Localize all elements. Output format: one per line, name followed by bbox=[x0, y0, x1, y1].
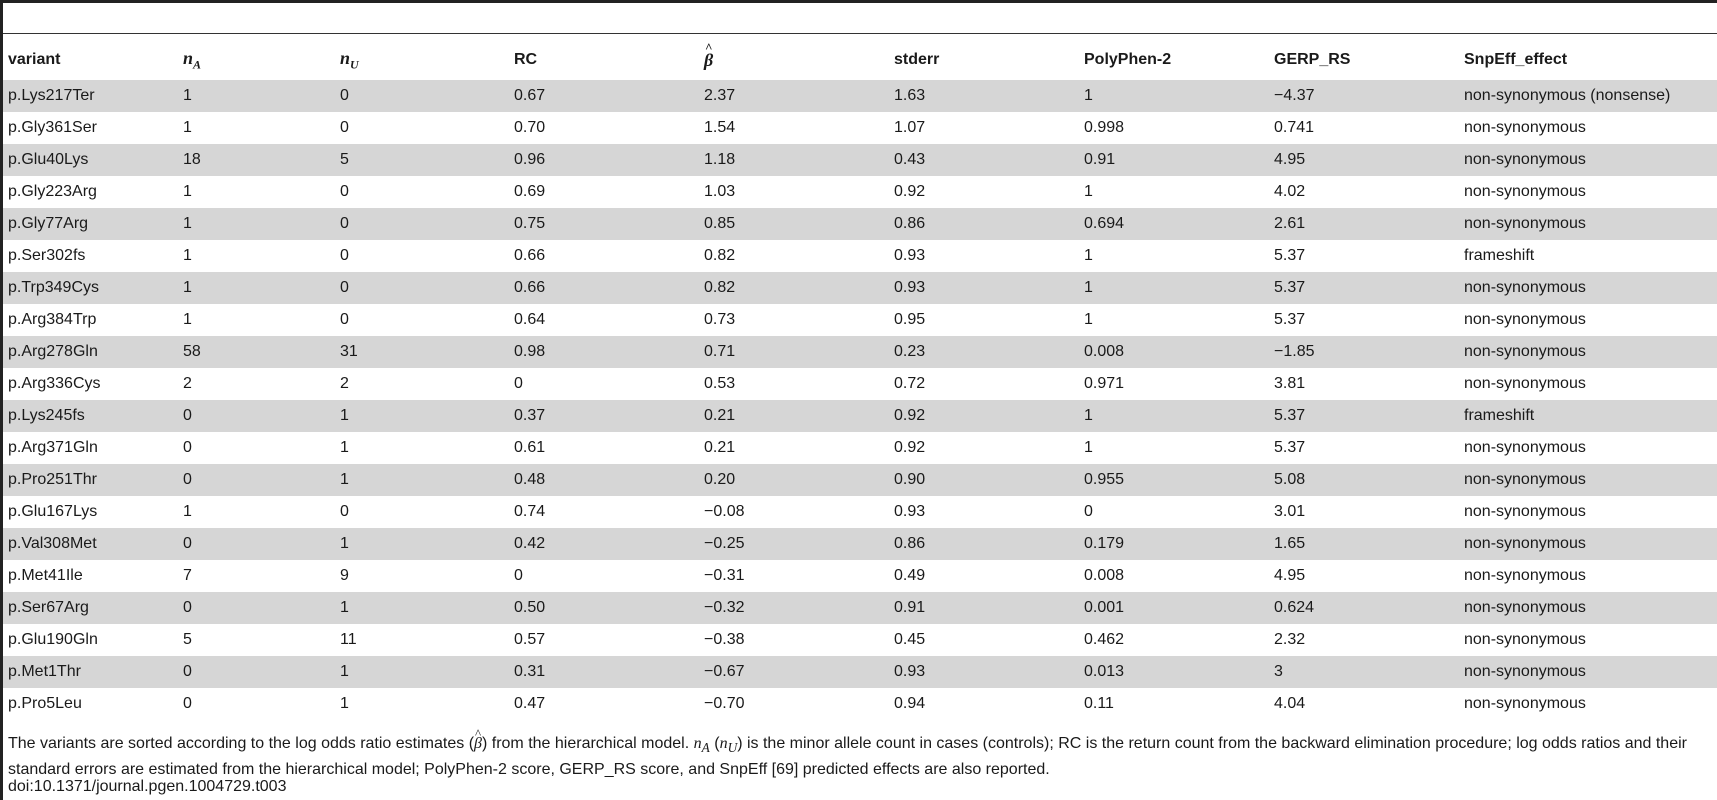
cell-n-u: 1 bbox=[335, 528, 509, 560]
cell-variant: p.Pro251Thr bbox=[3, 464, 178, 496]
cell-polyphen: 0.462 bbox=[1079, 624, 1269, 656]
cell-variant: p.Arg371Gln bbox=[3, 432, 178, 464]
cell-stderr: 0.86 bbox=[889, 208, 1079, 240]
cell-n-a: 1 bbox=[178, 80, 335, 112]
cell-gerp: 4.95 bbox=[1269, 560, 1459, 592]
cell-gerp: 4.95 bbox=[1269, 144, 1459, 176]
cell-rc: 0.42 bbox=[509, 528, 699, 560]
table-row bbox=[3, 80, 1717, 112]
cell-rc: 0.61 bbox=[509, 432, 699, 464]
cell-polyphen: 0.971 bbox=[1079, 368, 1269, 400]
cell-n-u: 0 bbox=[335, 80, 509, 112]
table-row bbox=[3, 144, 1717, 176]
cell-stderr: 0.93 bbox=[889, 656, 1079, 688]
cell-snpeff: non-synonymous bbox=[1459, 464, 1717, 496]
cell-gerp: 2.61 bbox=[1269, 208, 1459, 240]
cell-polyphen: 0.013 bbox=[1079, 656, 1269, 688]
cell-n-a: 2 bbox=[178, 368, 335, 400]
cell-beta-hat: 2.37 bbox=[699, 80, 889, 112]
cell-snpeff: non-synonymous bbox=[1459, 176, 1717, 208]
cell-n-a: 0 bbox=[178, 592, 335, 624]
cell-n-u: 0 bbox=[335, 112, 509, 144]
cell-n-a: 0 bbox=[178, 656, 335, 688]
cell-variant: p.Trp349Cys bbox=[3, 272, 178, 304]
table-row bbox=[3, 240, 1717, 272]
table-body bbox=[3, 80, 1717, 720]
table-row bbox=[3, 656, 1717, 688]
cell-variant: p.Met41Ile bbox=[3, 560, 178, 592]
cell-polyphen: 0 bbox=[1079, 496, 1269, 528]
cell-beta-hat: 0.71 bbox=[699, 336, 889, 368]
cell-stderr: 1.07 bbox=[889, 112, 1079, 144]
cell-variant: p.Ser67Arg bbox=[3, 592, 178, 624]
cell-n-u: 0 bbox=[335, 304, 509, 336]
cell-variant: p.Ser302fs bbox=[3, 240, 178, 272]
cell-stderr: 0.95 bbox=[889, 304, 1079, 336]
cell-beta-hat: 0.82 bbox=[699, 272, 889, 304]
cell-stderr: 0.92 bbox=[889, 176, 1079, 208]
cell-variant: p.Met1Thr bbox=[3, 656, 178, 688]
cell-rc: 0.96 bbox=[509, 144, 699, 176]
cell-rc: 0 bbox=[509, 560, 699, 592]
cell-stderr: 1.63 bbox=[889, 80, 1079, 112]
table-footnote: The variants are sorted according to the log odds ratio estimates (^ β) from the hierarchical model. $n_A$ $(n_U)$ is the minor allele count in cases (controls); RC is the return count from the backward elimination procedure; log odds ratios and their standard errors are estimated from the hierarchical model; PolyPhen-2 score, GERP_RS score, and SnpEff [69] predicted effects are also reported. bbox=[8, 733, 1713, 781]
table-row bbox=[3, 592, 1717, 624]
cell-stderr: 0.86 bbox=[889, 528, 1079, 560]
cell-n-a: 0 bbox=[178, 400, 335, 432]
cell-snpeff: non-synonymous bbox=[1459, 304, 1717, 336]
cell-rc: 0.66 bbox=[509, 272, 699, 304]
cell-variant: p.Gly223Arg bbox=[3, 176, 178, 208]
header-variant: variant bbox=[8, 51, 61, 68]
cell-rc: 0.75 bbox=[509, 208, 699, 240]
cell-stderr: 0.72 bbox=[889, 368, 1079, 400]
header-row bbox=[3, 43, 1717, 77]
cell-n-u: 1 bbox=[335, 432, 509, 464]
cell-gerp: 3 bbox=[1269, 656, 1459, 688]
cell-n-a: 5 bbox=[178, 624, 335, 656]
header-n-u: $n_U$ bbox=[340, 47, 359, 72]
cell-beta-hat: 0.21 bbox=[699, 400, 889, 432]
cell-rc: 0.74 bbox=[509, 496, 699, 528]
cell-polyphen: 1 bbox=[1079, 304, 1269, 336]
cell-snpeff: non-synonymous bbox=[1459, 112, 1717, 144]
cell-n-u: 0 bbox=[335, 496, 509, 528]
cell-variant: p.Gly361Ser bbox=[3, 112, 178, 144]
cell-n-u: 1 bbox=[335, 592, 509, 624]
cell-n-a: 58 bbox=[178, 336, 335, 368]
cell-n-u: 1 bbox=[335, 656, 509, 688]
cell-stderr: 0.23 bbox=[889, 336, 1079, 368]
cell-stderr: 0.49 bbox=[889, 560, 1079, 592]
cell-variant: p.Gly77Arg bbox=[3, 208, 178, 240]
cell-gerp: −4.37 bbox=[1269, 80, 1459, 112]
table-row bbox=[3, 368, 1717, 400]
cell-n-a: 0 bbox=[178, 464, 335, 496]
cell-rc: 0.57 bbox=[509, 624, 699, 656]
cell-beta-hat: 0.21 bbox=[699, 432, 889, 464]
cell-snpeff: frameshift bbox=[1459, 400, 1717, 432]
cell-n-a: 7 bbox=[178, 560, 335, 592]
cell-polyphen: 0.91 bbox=[1079, 144, 1269, 176]
cell-stderr: 0.93 bbox=[889, 272, 1079, 304]
cell-beta-hat: 1.03 bbox=[699, 176, 889, 208]
header-beta-hat: ^ β bbox=[699, 43, 889, 77]
cell-stderr: 0.94 bbox=[889, 688, 1079, 720]
cell-n-u: 5 bbox=[335, 144, 509, 176]
table-row bbox=[3, 208, 1717, 240]
cell-variant: p.Lys217Ter bbox=[3, 80, 178, 112]
cell-variant: p.Glu40Lys bbox=[3, 144, 178, 176]
top-border bbox=[0, 0, 1717, 3]
header-stderr: stderr bbox=[894, 51, 940, 68]
cell-variant: p.Pro5Leu bbox=[3, 688, 178, 720]
cell-n-a: 1 bbox=[178, 208, 335, 240]
cell-n-a: 1 bbox=[178, 496, 335, 528]
cell-rc: 0.67 bbox=[509, 80, 699, 112]
cell-variant: p.Val308Met bbox=[3, 528, 178, 560]
cell-rc: 0.69 bbox=[509, 176, 699, 208]
cell-gerp: 0.741 bbox=[1269, 112, 1459, 144]
cell-snpeff: non-synonymous (nonsense) bbox=[1459, 80, 1717, 112]
table-top-rule bbox=[3, 33, 1717, 34]
cell-n-u: 31 bbox=[335, 336, 509, 368]
cell-gerp: 5.37 bbox=[1269, 272, 1459, 304]
cell-gerp: 4.02 bbox=[1269, 176, 1459, 208]
cell-variant: p.Arg336Cys bbox=[3, 368, 178, 400]
table-row bbox=[3, 304, 1717, 336]
cell-gerp: 3.81 bbox=[1269, 368, 1459, 400]
cell-n-a: 1 bbox=[178, 240, 335, 272]
cell-n-a: 0 bbox=[178, 688, 335, 720]
cell-beta-hat: 0.73 bbox=[699, 304, 889, 336]
cell-polyphen: 1 bbox=[1079, 176, 1269, 208]
cell-beta-hat: −0.38 bbox=[699, 624, 889, 656]
cell-variant: p.Arg278Gln bbox=[3, 336, 178, 368]
cell-gerp: 1.65 bbox=[1269, 528, 1459, 560]
cell-rc: 0.70 bbox=[509, 112, 699, 144]
cell-rc: 0.64 bbox=[509, 304, 699, 336]
cell-n-u: 1 bbox=[335, 464, 509, 496]
cell-stderr: 0.91 bbox=[889, 592, 1079, 624]
table-row bbox=[3, 496, 1717, 528]
table-row bbox=[3, 432, 1717, 464]
cell-n-u: 0 bbox=[335, 272, 509, 304]
cell-stderr: 0.92 bbox=[889, 400, 1079, 432]
cell-stderr: 0.92 bbox=[889, 432, 1079, 464]
cell-n-u: 0 bbox=[335, 176, 509, 208]
cell-stderr: 0.93 bbox=[889, 240, 1079, 272]
table-row bbox=[3, 528, 1717, 560]
cell-snpeff: frameshift bbox=[1459, 240, 1717, 272]
cell-polyphen: 1 bbox=[1079, 272, 1269, 304]
cell-gerp: −1.85 bbox=[1269, 336, 1459, 368]
header-snpeff: SnpEff_effect bbox=[1464, 51, 1568, 68]
cell-beta-hat: −0.32 bbox=[699, 592, 889, 624]
cell-n-a: 18 bbox=[178, 144, 335, 176]
doi-text: doi:10.1371/journal.pgen.1004729.t003 bbox=[8, 778, 287, 795]
header-polyphen: PolyPhen-2 bbox=[1084, 51, 1172, 68]
header-rc: RC bbox=[514, 51, 538, 68]
cell-n-u: 0 bbox=[335, 208, 509, 240]
cell-n-u: 1 bbox=[335, 400, 509, 432]
cell-polyphen: 0.179 bbox=[1079, 528, 1269, 560]
cell-n-a: 1 bbox=[178, 112, 335, 144]
cell-n-u: 2 bbox=[335, 368, 509, 400]
cell-gerp: 5.37 bbox=[1269, 432, 1459, 464]
cell-beta-hat: −0.67 bbox=[699, 656, 889, 688]
cell-beta-hat: −0.70 bbox=[699, 688, 889, 720]
cell-rc: 0.50 bbox=[509, 592, 699, 624]
cell-beta-hat: −0.08 bbox=[699, 496, 889, 528]
cell-polyphen: 1 bbox=[1079, 432, 1269, 464]
cell-gerp: 0.624 bbox=[1269, 592, 1459, 624]
cell-polyphen: 0.008 bbox=[1079, 336, 1269, 368]
cell-rc: 0.37 bbox=[509, 400, 699, 432]
cell-polyphen: 0.001 bbox=[1079, 592, 1269, 624]
cell-rc: 0.66 bbox=[509, 240, 699, 272]
cell-beta-hat: −0.31 bbox=[699, 560, 889, 592]
table-row bbox=[3, 464, 1717, 496]
cell-n-a: 0 bbox=[178, 432, 335, 464]
cell-polyphen: 0.11 bbox=[1079, 688, 1269, 720]
cell-beta-hat: 0.85 bbox=[699, 208, 889, 240]
header-n-a: $n_A$ bbox=[183, 47, 202, 72]
cell-gerp: 4.04 bbox=[1269, 688, 1459, 720]
variants-table bbox=[3, 43, 1717, 720]
cell-stderr: 0.43 bbox=[889, 144, 1079, 176]
cell-beta-hat: −0.25 bbox=[699, 528, 889, 560]
cell-snpeff: non-synonymous bbox=[1459, 656, 1717, 688]
header-gerp: GERP_RS bbox=[1274, 51, 1351, 68]
cell-polyphen: 0.955 bbox=[1079, 464, 1269, 496]
cell-snpeff: non-synonymous bbox=[1459, 496, 1717, 528]
cell-snpeff: non-synonymous bbox=[1459, 144, 1717, 176]
cell-snpeff: non-synonymous bbox=[1459, 592, 1717, 624]
cell-gerp: 5.37 bbox=[1269, 240, 1459, 272]
cell-gerp: 5.08 bbox=[1269, 464, 1459, 496]
cell-snpeff: non-synonymous bbox=[1459, 432, 1717, 464]
cell-snpeff: non-synonymous bbox=[1459, 368, 1717, 400]
cell-polyphen: 1 bbox=[1079, 80, 1269, 112]
cell-rc: 0.47 bbox=[509, 688, 699, 720]
cell-gerp: 2.32 bbox=[1269, 624, 1459, 656]
cell-gerp: 3.01 bbox=[1269, 496, 1459, 528]
cell-variant: p.Lys245fs bbox=[3, 400, 178, 432]
cell-variant: p.Arg384Trp bbox=[3, 304, 178, 336]
cell-n-u: 11 bbox=[335, 624, 509, 656]
cell-beta-hat: 0.20 bbox=[699, 464, 889, 496]
cell-rc: 0.98 bbox=[509, 336, 699, 368]
cell-rc: 0.31 bbox=[509, 656, 699, 688]
cell-beta-hat: 0.82 bbox=[699, 240, 889, 272]
cell-n-u: 0 bbox=[335, 240, 509, 272]
cell-n-a: 0 bbox=[178, 528, 335, 560]
cell-snpeff: non-synonymous bbox=[1459, 208, 1717, 240]
cell-variant: p.Glu190Gln bbox=[3, 624, 178, 656]
cell-beta-hat: 1.18 bbox=[699, 144, 889, 176]
cell-n-a: 1 bbox=[178, 272, 335, 304]
cell-n-a: 1 bbox=[178, 304, 335, 336]
cell-n-u: 1 bbox=[335, 688, 509, 720]
table-row bbox=[3, 336, 1717, 368]
table-row bbox=[3, 400, 1717, 432]
cell-polyphen: 1 bbox=[1079, 240, 1269, 272]
table-row bbox=[3, 272, 1717, 304]
cell-polyphen: 0.998 bbox=[1079, 112, 1269, 144]
cell-polyphen: 0.694 bbox=[1079, 208, 1269, 240]
table-row bbox=[3, 112, 1717, 144]
cell-polyphen: 1 bbox=[1079, 400, 1269, 432]
cell-snpeff: non-synonymous bbox=[1459, 624, 1717, 656]
cell-n-u: 9 bbox=[335, 560, 509, 592]
cell-beta-hat: 0.53 bbox=[699, 368, 889, 400]
table-row bbox=[3, 560, 1717, 592]
cell-rc: 0 bbox=[509, 368, 699, 400]
cell-stderr: 0.93 bbox=[889, 496, 1079, 528]
table-row bbox=[3, 176, 1717, 208]
cell-stderr: 0.90 bbox=[889, 464, 1079, 496]
cell-snpeff: non-synonymous bbox=[1459, 272, 1717, 304]
cell-snpeff: non-synonymous bbox=[1459, 336, 1717, 368]
cell-snpeff: non-synonymous bbox=[1459, 560, 1717, 592]
cell-rc: 0.48 bbox=[509, 464, 699, 496]
cell-snpeff: non-synonymous bbox=[1459, 528, 1717, 560]
table-row bbox=[3, 624, 1717, 656]
table-row bbox=[3, 688, 1717, 720]
cell-variant: p.Glu167Lys bbox=[3, 496, 178, 528]
cell-polyphen: 0.008 bbox=[1079, 560, 1269, 592]
cell-snpeff: non-synonymous bbox=[1459, 688, 1717, 720]
cell-beta-hat: 1.54 bbox=[699, 112, 889, 144]
cell-stderr: 0.45 bbox=[889, 624, 1079, 656]
cell-gerp: 5.37 bbox=[1269, 400, 1459, 432]
cell-n-a: 1 bbox=[178, 176, 335, 208]
cell-gerp: 5.37 bbox=[1269, 304, 1459, 336]
